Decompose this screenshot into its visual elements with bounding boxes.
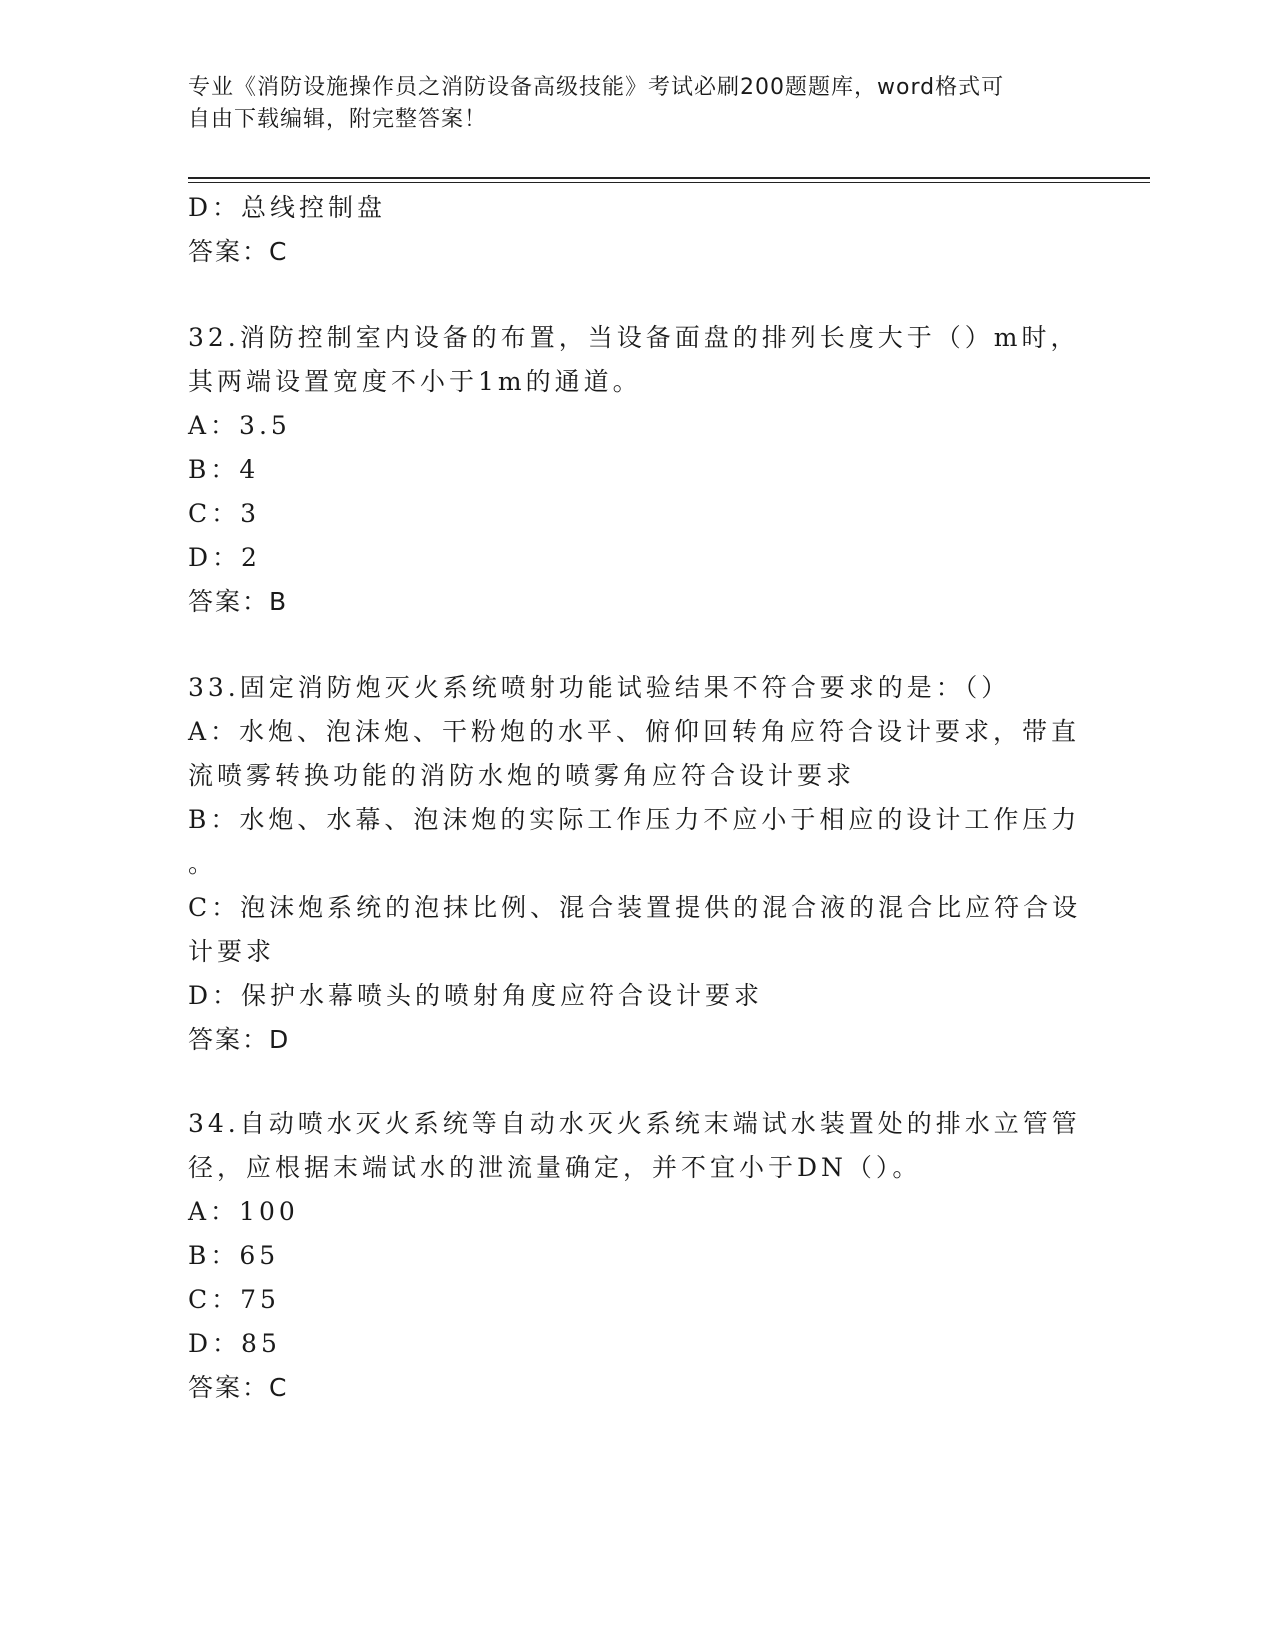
q33-option-c-line-2: 计要求 xyxy=(188,937,276,966)
q33-option-c-line-1: C：泡沫炮系统的泡抹比例、混合装置提供的混合液的混合比应符合设 xyxy=(188,893,1082,922)
q34-text-line-2: 径，应根据末端试水的泄流量确定，并不宜小于DN（）。 xyxy=(188,1153,922,1182)
q33-text: 33.固定消防炮灭火系统喷射功能试验结果不符合要求的是：（） xyxy=(188,673,1011,702)
q33-option-a-line-2: 流喷雾转换功能的消防水炮的喷雾角应符合设计要求 xyxy=(188,761,856,790)
q32-option-a: A：3.5 xyxy=(188,411,291,440)
q33-option-d: D：保护水幕喷头的喷射角度应符合设计要求 xyxy=(188,981,764,1010)
q34-option-a: A：100 xyxy=(188,1197,299,1226)
q32-text-line-1: 32.消防控制室内设备的布置，当设备面盘的排列长度大于（）m时， xyxy=(188,323,1080,352)
header-line-2: 自由下载编辑，附完整答案！ xyxy=(188,107,488,132)
q34-answer: 答案：C xyxy=(188,1373,289,1402)
q32-option-c: C：3 xyxy=(188,499,261,528)
q33-option-a-line-1: A：水炮、泡沫炮、干粉炮的水平、俯仰回转角应符合设计要求，带直 xyxy=(188,717,1081,746)
page-header xyxy=(188,72,1068,136)
q34-option-b: B：65 xyxy=(188,1241,280,1270)
prev-answer: 答案：C xyxy=(188,237,289,266)
header-divider-thin xyxy=(188,182,1150,183)
q34-option-d: D：85 xyxy=(188,1329,281,1358)
header-divider-thick xyxy=(188,177,1150,179)
q34-option-c: C：75 xyxy=(188,1285,280,1314)
header-line-1: 专业《消防设施操作员之消防设备高级技能》考试必刷200题题库，word格式可 xyxy=(188,75,1005,100)
q32-text-line-2: 其两端设置宽度不小于1m的通道。 xyxy=(188,367,642,396)
q32-answer: 答案：B xyxy=(188,587,289,616)
prev-option-d: D：总线控制盘 xyxy=(188,193,387,222)
q33-option-b-line-1: B：水炮、水幕、泡沫炮的实际工作压力不应小于相应的设计工作压力 xyxy=(188,805,1081,834)
q33-answer: 答案：D xyxy=(188,1025,291,1054)
q32-option-d: D：2 xyxy=(188,543,261,572)
q32-option-b: B：4 xyxy=(188,455,260,484)
q34-text-line-1: 34.自动喷水灭火系统等自动水灭火系统末端试水装置处的排水立管管 xyxy=(188,1109,1081,1138)
q33-option-b-line-2: 。 xyxy=(188,849,218,878)
